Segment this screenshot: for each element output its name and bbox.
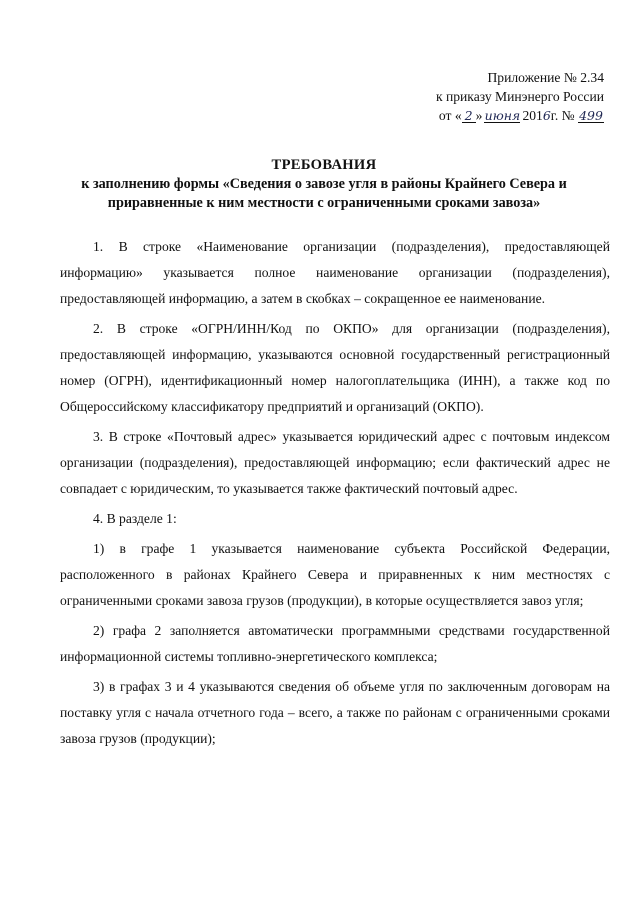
handwritten-month: июня [484,108,521,123]
date-quote-close: » [475,108,483,123]
heading-title: ТРЕБОВАНИЯ [271,157,377,173]
paragraph-4-item-2: 2) графа 2 заполняется автоматически программными средствами государственной информационной системы топливно-энергетического комплекса; [60,623,610,664]
year-prefix: 201 [522,108,543,123]
paragraph-4-item-3: 3) в графах 3 и 4 указываются сведения об объеме угля по заключенным договорам на поставку угля с начала отчетного года – всего, а также по районам с ограниченными сроками завоза грузов (продукции); [60,679,610,746]
appendix-date-line [404,106,604,125]
paragraph-1: 1. В строке «Наименование организации (подразделения), предоставляющей информацию» указывается полное наименование организации (подразделения), предоставляющей информацию, а затем в скобках – сокращенное ее наименование. [60,239,610,306]
appendix-number: Приложение № 2.34 [487,70,604,85]
date-prefix: от « [438,108,462,123]
paragraph-4: 4. В разделе 1: [93,511,177,526]
paragraph-2: 2. В строке «ОГРН/ИНН/Код по ОКПО» для организации (подразделения), предоставляющей информацию, указываются основной государственный регистрационный номер (ОГРН), идентификационный номер налогоплательщика (ИНН), а также код по Общероссийскому классификатору предприятий и организаций (ОКПО). [60,321,610,414]
heading-subtitle-line1: к заполнению формы «Сведения о завозе угля в районы Крайнего Севера и [81,176,567,192]
paragraph-4-item-1: 1) в графе 1 указывается наименование субъекта Российской Федерации, расположенного в районах Крайнего Севера и приравненных к ним местностях с ограниченными сроками завоза грузов (продукции), в которые осуществляется завоз угля; [60,541,610,608]
heading-subtitle-line2: приравненные к ним местности с ограниченными сроками завоза» [107,195,541,211]
appendix-block [404,68,604,125]
handwritten-day: 2 [462,109,476,123]
handwritten-year-digit: 6 [542,108,551,123]
handwritten-order-number: 499 [579,108,603,123]
appendix-order-ref: к приказу Минэнерго России [435,89,604,104]
paragraph-3: 3. В строке «Почтовый адрес» указывается юридический адрес с почтовым индексом организации (подразделения), предоставляющей информацию; если фактический адрес не совпадает с юридическим, то указывается также фактический почтовый адрес. [60,429,610,496]
year-suffix: г. № [550,108,575,123]
document-heading [60,156,588,213]
document-body [60,234,610,756]
